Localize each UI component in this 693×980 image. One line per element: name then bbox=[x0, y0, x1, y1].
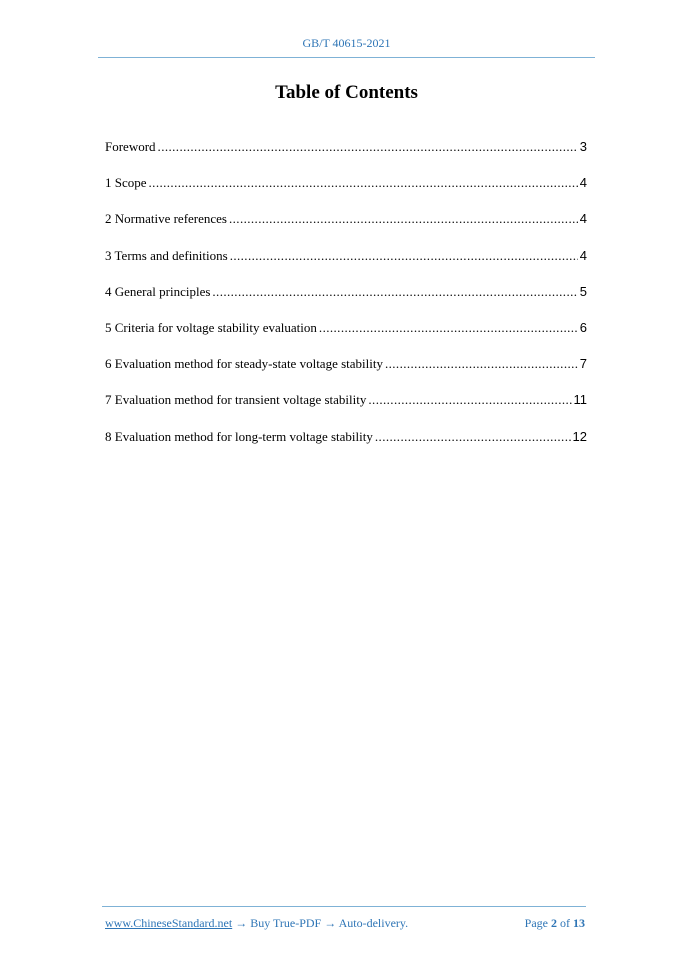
running-header bbox=[0, 36, 693, 51]
toc-dot-leader bbox=[149, 174, 578, 192]
header-divider bbox=[98, 57, 595, 58]
toc-entry-label: 7 Evaluation method for transient voltage stability bbox=[105, 392, 367, 408]
toc-dot-leader bbox=[375, 428, 571, 446]
toc-entry-general-principles[interactable] bbox=[105, 283, 587, 319]
toc-dot-leader bbox=[385, 355, 578, 373]
toc-entry-page: 4 bbox=[579, 175, 587, 191]
header-document-id: GB/T 40615-2021 bbox=[302, 36, 391, 50]
toc-entry-scope[interactable] bbox=[105, 174, 587, 210]
arrow-right-icon: → bbox=[232, 916, 251, 930]
toc-entry-label: 1 Scope bbox=[105, 175, 147, 191]
current-page: 2 bbox=[551, 916, 557, 930]
toc-entry-page: 5 bbox=[579, 283, 587, 299]
page-number bbox=[525, 916, 585, 931]
toc-entry-foreword[interactable] bbox=[105, 138, 587, 174]
toc-dot-leader bbox=[368, 391, 571, 409]
toc-dot-leader bbox=[229, 210, 578, 228]
toc-entry-page: 12 bbox=[572, 428, 587, 444]
toc-entry-page: 6 bbox=[579, 319, 587, 335]
toc-entry-label: Foreword bbox=[105, 139, 156, 154]
of-word: of bbox=[560, 916, 570, 930]
toc-entry-label: 3 Terms and definitions bbox=[105, 247, 228, 263]
arrow-right-icon: → bbox=[321, 916, 339, 930]
toc-entry-label: 6 Evaluation method for steady-state voltage stability bbox=[105, 356, 383, 372]
toc-entry-steady-state-method[interactable] bbox=[105, 355, 587, 391]
toc-dot-leader bbox=[212, 283, 577, 301]
footer-divider bbox=[102, 906, 586, 907]
toc-title: Table of Contents bbox=[275, 82, 418, 103]
site-link[interactable]: www.ChineseStandard.net bbox=[105, 916, 233, 930]
toc-list bbox=[105, 138, 587, 464]
toc-entry-label: 5 Criteria for voltage stability evaluation bbox=[105, 319, 317, 335]
toc-dot-leader bbox=[319, 319, 578, 337]
toc-entry-terms-and-definitions[interactable] bbox=[105, 247, 587, 283]
toc-entry-page: 4 bbox=[579, 247, 587, 263]
toc-entry-page: 11 bbox=[573, 392, 587, 408]
toc-entry-transient-method[interactable] bbox=[105, 391, 587, 427]
footer-promo bbox=[105, 916, 408, 931]
toc-dot-leader bbox=[230, 247, 578, 265]
page-word: Page bbox=[524, 916, 548, 930]
toc-entry-criteria[interactable] bbox=[105, 319, 587, 355]
toc-entry-long-term-method[interactable] bbox=[105, 428, 587, 464]
toc-entry-page: 4 bbox=[579, 211, 587, 227]
toc-entry-page: 7 bbox=[579, 356, 587, 372]
toc-entry-label: 2 Normative references bbox=[105, 211, 227, 227]
toc-entry-label: 4 General principles bbox=[105, 283, 211, 299]
toc-dot-leader bbox=[158, 138, 578, 156]
auto-delivery-text: Auto-delivery. bbox=[338, 916, 409, 930]
toc-entry-label: 8 Evaluation method for long-term voltage stability bbox=[105, 428, 373, 444]
buy-true-pdf-text: Buy True-PDF bbox=[250, 916, 322, 930]
total-pages: 13 bbox=[573, 916, 585, 930]
toc-entry-normative-references[interactable] bbox=[105, 210, 587, 246]
toc-entry-page: 3 bbox=[579, 139, 587, 154]
